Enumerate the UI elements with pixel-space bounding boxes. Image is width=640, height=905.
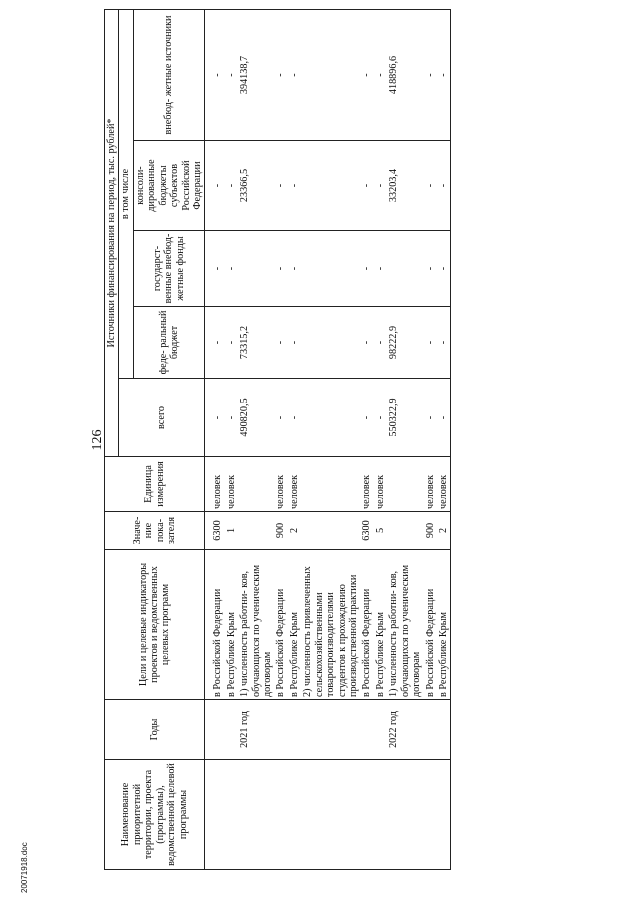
- table-cell-value: [387, 512, 423, 550]
- table-cell-federal: -: [225, 307, 238, 379]
- col-header-goals: Цели и целевые индикаторы проектов и ведомственных целевых программ: [105, 550, 205, 700]
- financing-table: [104, 9, 451, 870]
- table-cell-regional: -: [288, 141, 301, 231]
- table-cell-total: -: [424, 379, 437, 457]
- table-row: [374, 9, 387, 869]
- table-cell-goal: 2) численность привлеченных сельскохозяйственными товаропроизводителями студентов к прохождению производственной практики: [301, 550, 360, 700]
- table-cell-state: [301, 231, 360, 307]
- table-cell-name: [424, 760, 437, 870]
- table-row: [387, 9, 423, 869]
- table-cell-federal: 73315,2: [238, 307, 274, 379]
- table-cell-extra: [301, 9, 360, 140]
- table-cell-state: -: [374, 231, 387, 307]
- table-cell-name: [225, 760, 238, 870]
- table-cell-extra: -: [288, 9, 301, 140]
- table-cell-regional: 23366,5: [238, 141, 274, 231]
- table-cell-unit: человек: [437, 457, 451, 512]
- table-row: [211, 9, 224, 869]
- table-cell-unit: [301, 457, 360, 512]
- table-cell-name: [274, 760, 287, 870]
- table-cell-state: -: [274, 231, 287, 307]
- table-cell-federal: -: [211, 307, 224, 379]
- table-cell-extra: -: [424, 9, 437, 140]
- table-cell-state: [238, 231, 274, 307]
- table-cell-value: [301, 512, 360, 550]
- table-cell-name: [211, 760, 224, 870]
- col-header-regional: консоли- дированные бюджеты субъектов Российской Федерации: [133, 141, 205, 231]
- table-cell-total: -: [437, 379, 451, 457]
- table-cell-extra: -: [211, 9, 224, 140]
- table-cell-year: [301, 700, 360, 760]
- table-cell-year: [424, 700, 437, 760]
- table-cell-value: [238, 512, 274, 550]
- table-cell-total: -: [360, 379, 373, 457]
- table-cell-regional: -: [211, 141, 224, 231]
- table-cell-state: -: [437, 231, 451, 307]
- table-cell-state: -: [288, 231, 301, 307]
- table-cell-regional: -: [374, 141, 387, 231]
- table-cell-goal: в Российской Федерации: [274, 550, 287, 700]
- table-cell-value: 2: [437, 512, 451, 550]
- table-cell-extra: -: [360, 9, 373, 140]
- table-row: [274, 9, 287, 869]
- table-cell-name: [387, 760, 423, 870]
- page-number: 126: [90, 429, 105, 451]
- header-row-1: [105, 9, 119, 869]
- table-cell-state: -: [360, 231, 373, 307]
- table-cell-name: [301, 760, 360, 870]
- table-row: [437, 9, 451, 869]
- table-cell-name: [288, 760, 301, 870]
- table-cell-name: [437, 760, 451, 870]
- col-header-extrabudget: внебюд- жетные источники: [133, 9, 205, 140]
- table-body: [205, 9, 451, 869]
- table-cell-federal: [301, 307, 360, 379]
- table-cell-regional: -: [360, 141, 373, 231]
- table-row: [301, 9, 360, 869]
- table-cell-unit: человек: [288, 457, 301, 512]
- table-cell-value: 2: [288, 512, 301, 550]
- table-cell-goal: в Российской Федерации: [360, 550, 373, 700]
- table-cell-total: -: [288, 379, 301, 457]
- col-header-years: Годы: [105, 700, 205, 760]
- table-cell-unit: человек: [211, 457, 224, 512]
- table-cell-unit: [238, 457, 274, 512]
- table-cell-year: 2022 год: [387, 700, 423, 760]
- table-cell-goal: в Республике Крым: [374, 550, 387, 700]
- table-cell-total: -: [211, 379, 224, 457]
- table-cell-unit: человек: [424, 457, 437, 512]
- table-cell-unit: [387, 457, 423, 512]
- table-row: [238, 9, 274, 869]
- table-row: [225, 9, 238, 869]
- table-cell-goal: в Республике Крым: [437, 550, 451, 700]
- table-cell-year: 2021 год: [238, 700, 274, 760]
- table-cell-extra: -: [225, 9, 238, 140]
- table-cell-total: 550322,9: [387, 379, 423, 457]
- table-cell-name: [374, 760, 387, 870]
- table-cell-federal: -: [374, 307, 387, 379]
- col-header-state-funds: государст- венные внебюд- жетные фонды: [133, 231, 205, 307]
- table-cell-goal: в Российской Федерации: [211, 550, 224, 700]
- table-cell-extra: 418896,6: [387, 9, 423, 140]
- table-cell-value: 900: [424, 512, 437, 550]
- col-header-federal: феде- ральный бюджет: [133, 307, 205, 379]
- table-cell-goal: в Республике Крым: [225, 550, 238, 700]
- col-header-including: в том числе: [119, 9, 133, 378]
- table-cell-unit: человек: [374, 457, 387, 512]
- table-cell-total: -: [374, 379, 387, 457]
- rotated-table-area: [90, 10, 630, 870]
- table-cell-regional: [301, 141, 360, 231]
- table-cell-extra: 394138,7: [238, 9, 274, 140]
- table-cell-total: 490820,5: [238, 379, 274, 457]
- table-cell-total: [301, 379, 360, 457]
- table-cell-federal: -: [288, 307, 301, 379]
- table-cell-regional: 33203,4: [387, 141, 423, 231]
- table-cell-extra: -: [374, 9, 387, 140]
- table-cell-state: -: [225, 231, 238, 307]
- table-row: [288, 9, 301, 869]
- table-cell-value: 6300: [211, 512, 224, 550]
- col-header-name: Наименование приоритетной территории, проекта (программы), ведомственной целевой программы: [105, 760, 205, 870]
- table-cell-total: -: [274, 379, 287, 457]
- table-cell-year: [274, 700, 287, 760]
- table-cell-regional: -: [225, 141, 238, 231]
- table-cell-federal: -: [424, 307, 437, 379]
- table-cell-unit: человек: [360, 457, 373, 512]
- table-cell-state: -: [424, 231, 437, 307]
- table-cell-value: 5: [374, 512, 387, 550]
- table-cell-year: [211, 700, 224, 760]
- table-cell-extra: -: [437, 9, 451, 140]
- table-cell-year: [374, 700, 387, 760]
- table-cell-state: -: [211, 231, 224, 307]
- table-row: [424, 9, 437, 869]
- table-cell-year: [360, 700, 373, 760]
- table-cell-goal: 1) численность работни- ков, обучающихся по ученическим договорам: [387, 550, 423, 700]
- col-header-total: всего: [119, 379, 205, 457]
- table-cell-unit: человек: [225, 457, 238, 512]
- col-header-value: Значе- ние пока- зателя: [105, 512, 205, 550]
- table-cell-name: [238, 760, 274, 870]
- table-row: [360, 9, 373, 869]
- table-cell-year: [288, 700, 301, 760]
- table-cell-value: 1: [225, 512, 238, 550]
- table-cell-federal: 98222,9: [387, 307, 423, 379]
- table-cell-regional: -: [274, 141, 287, 231]
- table-cell-goal: в Российской Федерации: [424, 550, 437, 700]
- table-cell-total: -: [225, 379, 238, 457]
- table-cell-unit: человек: [274, 457, 287, 512]
- table-cell-extra: -: [274, 9, 287, 140]
- table-cell-year: [437, 700, 451, 760]
- table-cell-federal: -: [274, 307, 287, 379]
- table-cell-regional: -: [424, 141, 437, 231]
- table-cell-state: [387, 231, 423, 307]
- table-cell-federal: -: [360, 307, 373, 379]
- table-cell-value: 6300: [360, 512, 373, 550]
- table-cell-goal: в Республике Крым: [288, 550, 301, 700]
- table-cell-federal: -: [437, 307, 451, 379]
- table-cell-goal: 1) численность работни- ков, обучающихся по ученическим договорам: [238, 550, 274, 700]
- table-cell-regional: -: [437, 141, 451, 231]
- table-cell-year: [225, 700, 238, 760]
- table-cell-name: [360, 760, 373, 870]
- table-cell-value: 900: [274, 512, 287, 550]
- col-header-funding: Источники финансирования на период, тыс. рублей*: [105, 9, 119, 456]
- col-header-unit: Единица измерения: [105, 457, 205, 512]
- footer-filename: 20071918.doc: [20, 842, 29, 893]
